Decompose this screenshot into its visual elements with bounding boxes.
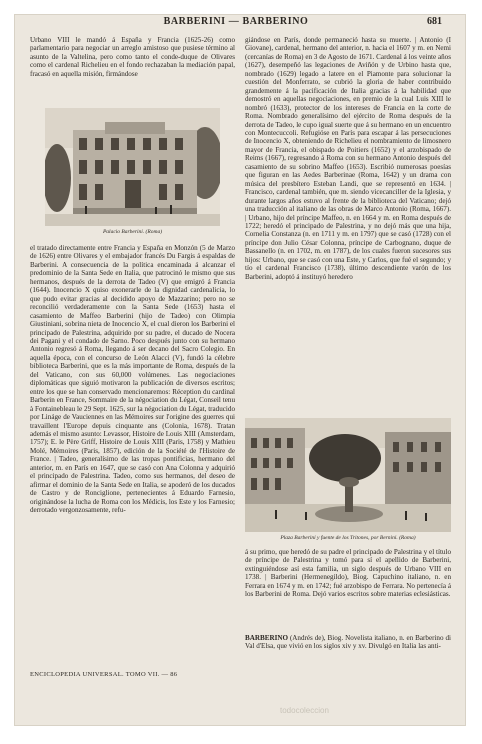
piazza-barberini-illustration <box>245 418 451 532</box>
left-figure-caption: Palacio Barberini. (Roma) <box>102 229 163 235</box>
entry-headword: BARBERINO <box>245 634 288 642</box>
palazzo-barberini-engraving <box>45 108 220 226</box>
right-figure-caption: Plaza Barberini y fuente de los Tritones, por Bernini. (Roma) <box>280 535 416 541</box>
page-header <box>30 16 442 30</box>
barberino-entry <box>245 634 451 651</box>
piazza-barberini-engraving <box>245 418 451 532</box>
palazzo-barberini-illustration <box>45 108 220 226</box>
watermark: todocoleccion <box>280 706 329 715</box>
page-number: 681 <box>427 16 442 27</box>
left-column-bottom-text: el tratado directamente entre Francia y España en Monzón (5 de Marzo de 1626) entre Olivares y el embajador francés Du Fargis á espaldas de Barberini. A consecuencia de la política encaminada á alcanzar el predominio de la Santa Sede en Italia, que patrocinó le mismo que sus hermanos, después de la derrota de Tadeo (V) que emigró á Francia (1644). Inocencio X quiso exonerarle de la dignidad cardenalicia, lo que pudo evitar gracias al decidido apoyo de Mazzarino; pero no se reconcilió verdaderamente con la Santa Sede (1653) hasta el casamiento de Maffeo Barberini (hijo de Tadeo) con Olimpia Giustiniani, sobrina nieta de Inocencio X, el cual dieron los Barberini el principado de Palestrina, adquirido por su padre, el ducado de Nocera dei Pagani y el condado de Sarno. Poco después junto con su hermano Antonio regresó á Roma, llegando á ser decano del Sacro Colegio. En aquella época, con el concurso de León Alacci (V), fundó la célebre biblioteca Barberini, que es la más importante de Roma, después de la del Vaticano, con sus 60,000 volúmenes. Las negociaciones diplomáticas que siguió motivaron la publicación de diversos escritos; entre los que se han conservado mencionaremos: Réception du cardinal Barberin en France, Sommaire de la négociation du Légat, Conseil tenu à Fontainebleau le 29 Sept. 1625, sur la négociation du Légat, traducido por Lináge de Vauciennes en las Mémoires sur l'origine des guerres qui travaillent l'Europe depuis cinquante ans (Colonia, 1678). Tratan además el mismo asunto: Levassor, Histoire de Louis XIII (Amsterdam, 1757); E. le Père Griff, Histoire de Louis XIII (Paris, 1758) y Mathieu Molé, Mémoires (Paris, 1857), edición de la Société de l'Histoire de France. | Tadeo, generalísimo de las tropas pontificias, hermano del anterior, m. en París en 1647, que se casó con Ana Colonna y adquirió el principado de Palestrina. Tadeo, como sus hermanos, del deseo de afirmar el dominio de la Santa Sede en Italia, se apoderó de los ducados de Castro y de Ronciglione, pertenecientes á Eduardo Farnesio, originándose la lucha de Roma con los Médicis, los Este y los Farnesio; derrotado vergonzosamente, refu- <box>30 244 235 515</box>
right-column-bottom-text: á su primo, que heredó de su padre el principado de Palestrina y el título de príncipe de Palestrina y tomó para sí el apellido de Barberini, extinguiéndose así esta familia, un siglo después de Urbano VIII en 1738. | Barberini (Hermenegildo), Biog. Capuchino italiano, n. en Ferrara en 1674 y m. en 1742; fué arzobispo de Ferrara. No pertenecía á los Barberini de Roma. Dejó varios escritos sobre materias eclesiásticas. <box>245 548 451 599</box>
left-column-top-text: Urbano VIII le mandó á España y Francia (1625-26) como parlamentario para negociar un arreglo amistoso que pusiese término al asunto de la Valtelina, pero como tanto el conde-duque de Olivares como el cardenal Richelieu en el fondo rechazaban la mediación papal, fracasó en aquella misión, firmándose <box>30 36 235 78</box>
page-footer: ENCICLOPEDIA UNIVERSAL. TOMO VII. — 86 <box>30 671 178 678</box>
entry-text: (Andrés de), Biog. Novelista italiano, n. en Barberino di Val d'Elsa, que vivió en los siglos xiv y xv. Divulgó en Italia las anti- <box>245 634 451 651</box>
right-column-top-text: giándose en París, donde permaneció hasta su muerte. | Antonio (I Giovane), cardenal, hermano del anterior, n. hacia el 1607 y m. en Nemi (cercanías de Roma) en 3 de Agosto de 1671. Cardenal á los veinte años (1627), desempeñó las legaciones de Aviñón y de Urbino hasta que, nombrado (1629) legado a latere en el Piamonte para solucionar la cuestión del Monferrato, se cubrió la gloria de haber contribuido grandemente á la pacificación de Italia gracias á la habilidad que demostró en aquellas negociaciones, en premio de la cual Luis XIII le nombró (1633), protector de los intereses de Francia en la corte de Roma. Nombrado generalísimo del ejército de Roma después de la derrota de Tadeo, le cupo igual suerte que á su hermano en un encuentro con Montecuccoli. Refugióse en París para escapar á las persecuciones de Inocencio X, obteniendo de Richelieu el nombramiento de limosnero mayor de Francia, el obispado de Poitiers (1652) y el arzobispado de Reims (1667), regresando á Roma con su hermano Antonio después del casamiento de su sobrino Maffeo (1653). Escribió numerosas poesías que figuran en las Aedes Barberinae (Roma, 1642) y un drama con música del presbítero Esteban Landi, que se representó en 1634. | Francisco, cardenal también, que m. siendo vicecanciller de la Iglesia, y durante largos años estuvo al frente de la biblioteca del Vaticano; dejó una traducción al italiano de las obras de Marco Antonio (Roma, 1667). | Urbano, hijo del príncipe Maffeo, n. en 1664 y m. en Roma después de 1722; heredó el principado de Palestrina, y no dejó más que una hija, Cornelia Constanza (n. en 1711 y m. en 1797) que se casó (1728) con el príncipe don Julio César Colonna, príncipe de Carbognano, duque de Bassanello (n. en 1702, m. en 1787), de los cuales fueron sucesores sus hijos: Urbano, que se casó con una Este, y Carlos, que fué el segundo; y tío el cardenal Francisco (1738), último descendiente varón de los Barberini, adoptó á instituyó heredero <box>245 36 451 281</box>
running-title: BARBERINI — BARBERINO <box>163 16 309 27</box>
